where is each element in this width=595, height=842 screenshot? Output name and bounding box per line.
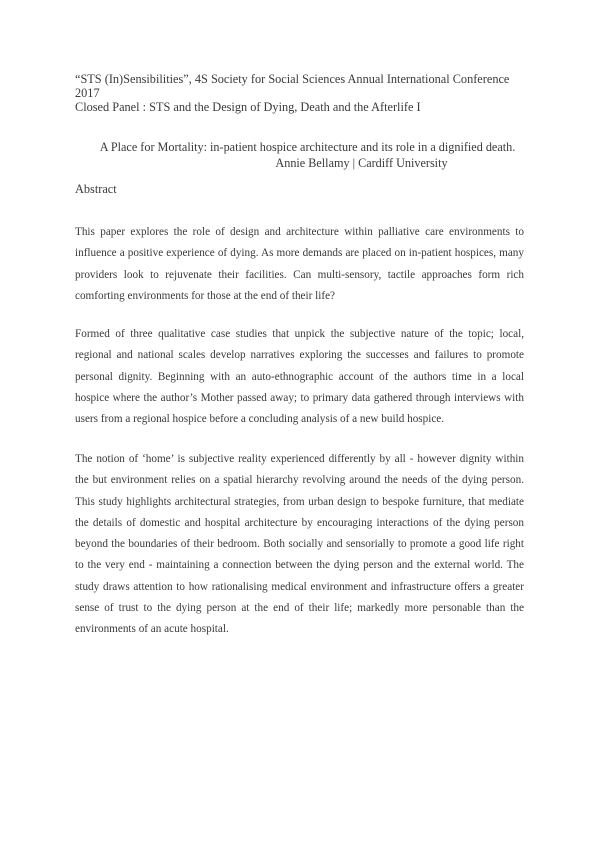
abstract-paragraph-3: The notion of ‘home’ is subjective reality experienced differently by all - however dignity within the but environment relies on a spatial hierarchy revolving around the needs of the dying person. This study highlights architectural strategies, from urban design to bespoke furniture, that mediate the details of domestic and hospital architecture by encouraging interactions of the dying person beyond the boundaries of their bedroom. Both socially and sensorially to promote a good life right to the very end - maintaining a connection between the dying person and the external world. The study draws attention to how rationalising medical environment and infrastructure offers a greater sense of trust to the dying person at the end of their life; markedly more personable than the environments of an acute hospital. <box>75 453 524 636</box>
conference-header <box>75 72 535 115</box>
abstract-heading: Abstract <box>75 182 117 196</box>
paper-title-block <box>0 140 595 171</box>
abstract-paragraph-1: This paper explores the role of design and architecture within palliative care environments to influence a positive experience of dying. As more demands are placed on in-patient hospices, many providers look to rejuvenate their facilities. Can multi-sensory, tactile approaches form rich comforting environments for those at the end of their life? <box>75 226 524 302</box>
conference-title: “STS (In)Sensibilities”, 4S Society for Social Sciences Annual International Conference <box>75 72 510 86</box>
author-affiliation: Annie Bellamy | Cardiff University <box>275 155 448 170</box>
panel-title: Closed Panel : STS and the Design of Dying, Death and the Afterlife I <box>75 100 421 115</box>
abstract-paragraph-2: Formed of three qualitative case studies that unpick the subjective nature of the topic; local, regional and national scales develop narratives exploring the successes and failures to promote personal dignity. Beginning with an auto-ethnographic account of the authors time in a local hospice where the author’s Mother passed away; to primary data gathered through interviews with users from a regional hospice before a concluding analysis of a new build hospice. <box>75 328 524 426</box>
conference-year: 2017 <box>75 86 100 101</box>
paper-title: A Place for Mortality: in-patient hospice architecture and its role in a dignified death. <box>99 140 516 154</box>
